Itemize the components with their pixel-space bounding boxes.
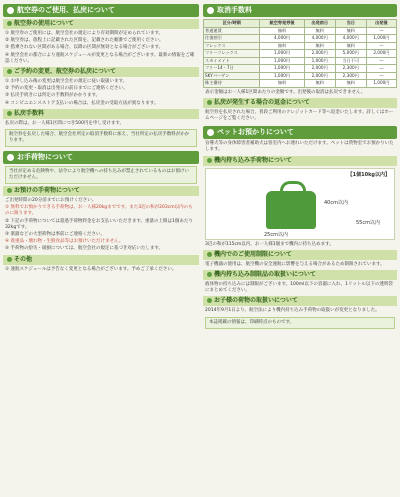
carry-on-limit-label: 【1個10kg以内】	[347, 171, 390, 178]
bullet-icon	[7, 111, 12, 116]
subheading-device-use: 機内でのご使用制限について	[203, 250, 397, 260]
fee-note: 表示金額はお一人様1区間あたりの金額です。出発後の取消は払戻できません。	[205, 89, 366, 95]
subheading-child-baggage: お子様の荷物の取扱いについて	[203, 296, 397, 306]
table-row: 往復割引 4,000円 4,000円 4,000円 1,000円	[204, 35, 397, 43]
paw-icon	[207, 129, 214, 136]
subheading-carry-on: 機内持ち込み手荷物について	[203, 156, 397, 166]
refund-fee-text: 払戻の際は、お一人様1区間につき500円を申し受けます。	[5, 120, 124, 126]
suitcase-icon	[7, 154, 14, 161]
fee-header: 航空券発券後	[260, 20, 304, 28]
section-title-pet: ペットお預かりについて	[203, 126, 397, 139]
fee-header: 区分/時期	[204, 20, 260, 28]
device-use-text: 電子機器の使用は、航空機の安全運航に影響を与える場合があるため制限されています。	[205, 261, 385, 267]
section-title-fees: 取消手数料	[203, 4, 397, 17]
child-baggage-text: 2014年9月1日より、航空法により機内持ち込み手荷物の取扱いが変更となりました。	[205, 308, 380, 314]
refund-return-text: 航空券を払戻された場合、普段ご利用のクレジットカード等へ返金いたします。詳しくはホームページをご覧ください。	[205, 109, 394, 121]
carry-on-note: 3辺の和が115cm以内、お一人様1個まで機内に持ち込めます。	[205, 241, 334, 247]
checked-baggage-p4: ④ 貴重品・壊れ物・生鮮食品等はお預けいただけません。	[5, 239, 124, 245]
dimension-label: 55cm以内	[356, 219, 380, 226]
fee-header: 当日	[335, 20, 366, 28]
table-row: フリーフレックス 1,000円 2,000円 5,000円 2,000円	[204, 50, 397, 58]
change-refund-p3: ③ 払戻手続きには所定の手数料がかかります。	[5, 93, 101, 99]
fee-table	[203, 19, 397, 88]
change-refund-p1: ① お申し込み後の変更は航空会社の規定に従い取扱います。	[5, 79, 128, 85]
yen-icon	[207, 7, 214, 14]
checked-baggage-p5: ⑤ 手荷物の紛失・破損については、航空会社の規定に基づき対応いたします。	[5, 246, 164, 252]
bullet-icon	[207, 100, 212, 105]
section-title-baggage: お手荷物について	[3, 151, 199, 164]
dimension-label: 40cm以内	[324, 199, 348, 206]
bullet-icon	[7, 257, 12, 262]
fee-header: 出発前日	[304, 20, 335, 28]
subheading-change-refund: ご予約の変更、航空券の払戻について	[3, 67, 199, 77]
pet-text: 盲導犬等の身体障害者補助犬は客室内へお連れいただけます。ペットは貨物室でお預かりいたします。	[205, 141, 394, 153]
table-row: スカイメイト 1,000円 1,000円 当日不可 —	[204, 57, 397, 65]
table-row: SKYバーゲン 1,000円 2,000円 2,300円 —	[204, 72, 397, 80]
bullet-icon	[207, 252, 212, 257]
ticket-use-p1: ① 航空券のご使用には、航空会社の規定により有効期間が定められています。	[5, 31, 164, 36]
table-row: フリー14・7日 1,000円 2,000円 2,300円 —	[204, 65, 397, 73]
subheading-refund-fee: 払戻手数料	[3, 109, 199, 119]
dimension-label: 25cm以内	[264, 231, 288, 238]
table-row: フレックス 無料 無料 無料 —	[204, 42, 397, 50]
left-column	[3, 4, 199, 275]
ticket-use-p2: ② 航空券は、旅程上に記載された区間を、記載された順番でご使用ください。	[5, 38, 164, 44]
section-title-other: その他	[3, 255, 199, 265]
carry-on-figure	[205, 168, 395, 240]
fee-table-header	[204, 20, 397, 28]
table-row: 普通運賃 無料 無料 無料 —	[204, 27, 397, 35]
checked-baggage-text	[5, 198, 197, 253]
bullet-icon	[7, 21, 12, 26]
right-column	[203, 4, 397, 331]
last-note: 本誌掲載の情報は、印刷時点のものです。	[205, 317, 395, 329]
ticket-use-text	[5, 31, 197, 65]
change-refund-p4: ④ コンビニエンスストア支払いの場合は、払戻金の受取方法が異なります。	[5, 100, 159, 106]
subheading-checked-baggage: お預けの手荷物について	[3, 186, 199, 196]
baggage-intro: 当社が定める危険物や、法令により航空機への持ち込みが禁止されているものはお預けいただけません。	[5, 166, 197, 184]
bullet-icon	[207, 158, 212, 163]
subheading-restricted-items: 機内持ち込み制限品の取扱いについて	[203, 270, 397, 280]
change-refund-text	[5, 79, 197, 107]
bag-illustration	[266, 191, 316, 229]
fee-header: 出発後	[366, 20, 396, 28]
restricted-items-text: 液体物の持ち込みには制限がございます。100ml以下の容器に入れ、1リットル以下の透明袋にまとめてください。	[205, 281, 393, 294]
bullet-icon	[7, 69, 12, 74]
subheading-ticket-use: 航空券の使用について	[3, 19, 199, 29]
bullet-icon	[207, 298, 212, 303]
checked-baggage-p1: ① 無料でお預かりできる手荷物は、お一人様20kgまでです。また3辺の和が203cm以内のものに限ります。	[5, 205, 193, 217]
checked-baggage-p3: ③ 楽器などの大型荷物は事前にご連絡ください。	[5, 232, 105, 238]
change-refund-p2: ② 予約の変更・取消は出発日の前日までにご連絡ください。	[5, 86, 128, 92]
bullet-icon	[207, 272, 212, 277]
refund-note: 航空券を払戻した場合、航空会社所定の取消手数料に加え、当社所定の払戻手数料がかかります。	[5, 129, 197, 147]
ticket-use-p4: ④ 航空会社の都合により運航スケジュールが変更となる場合がございます。最新の情報をご確認ください。	[5, 52, 195, 64]
subheading-refund-return: 払戻が発生する場合の返金について	[203, 98, 397, 108]
table-row: 株主優待 無料 無料 無料 1,000円	[204, 80, 397, 88]
ticket-use-p3: ③ 搭乗されない区間がある場合、以降の区間が無効となる場合がございます。	[5, 45, 164, 51]
other-text: ① 運航スケジュールは予告なく変更となる場合がございます。予めご了承ください。	[5, 266, 177, 272]
airplane-icon	[7, 7, 14, 14]
bullet-icon	[7, 188, 12, 193]
checked-baggage-p2: ② 下記の手荷物については超過手荷物料金をお支払いいただきます。重量の上限は1個あたり32kgです。	[5, 218, 193, 230]
section-title-ticket: 航空券のご使用、払戻について	[3, 4, 199, 17]
checked-baggage-lead: ご出発時間の20分前までにお預けください。	[5, 198, 97, 204]
